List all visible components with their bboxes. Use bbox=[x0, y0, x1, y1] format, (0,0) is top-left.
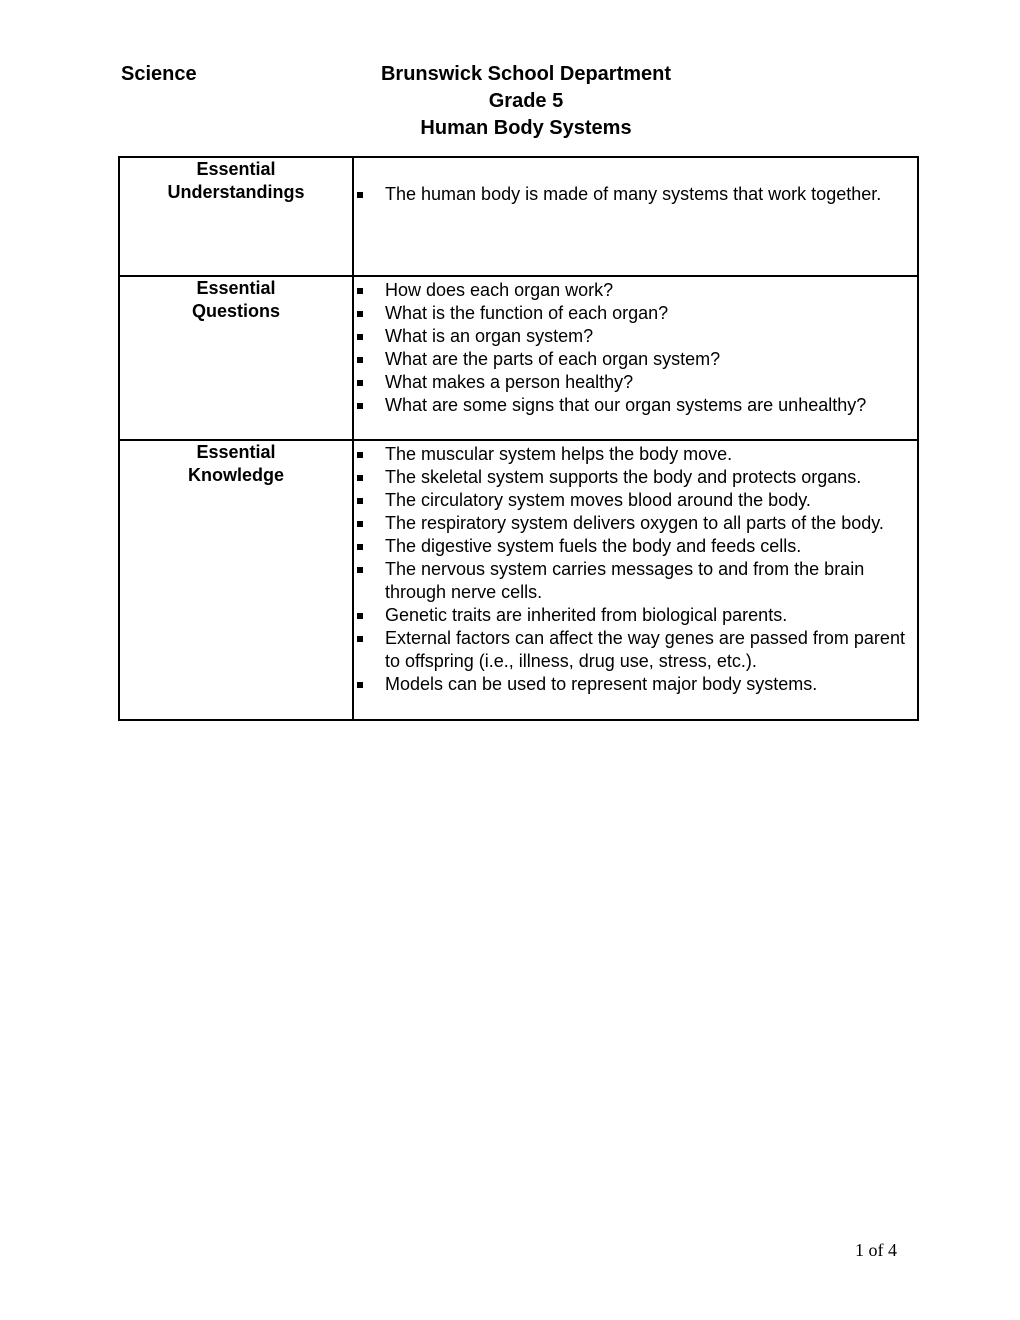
list-item-text: The nervous system carries messages to and from the brain through nerve cells. bbox=[385, 559, 865, 602]
list-item bbox=[354, 489, 917, 512]
unit-title: Human Body Systems bbox=[420, 117, 632, 139]
list-item-text: Models can be used to represent major body systems. bbox=[385, 674, 818, 694]
square-bullet-icon bbox=[357, 380, 363, 386]
curriculum-table bbox=[118, 156, 919, 721]
square-bullet-icon bbox=[357, 452, 363, 458]
square-bullet-icon bbox=[357, 288, 363, 294]
square-bullet-icon bbox=[357, 334, 363, 340]
list-item bbox=[354, 535, 917, 558]
square-bullet-icon bbox=[357, 636, 363, 642]
list-item bbox=[354, 325, 917, 348]
questions-label-line2: Questions bbox=[191, 301, 280, 321]
list-item bbox=[354, 394, 917, 417]
questions-label bbox=[119, 276, 353, 440]
list-item bbox=[354, 627, 917, 673]
subject-heading: Science bbox=[121, 63, 197, 85]
list-item-text: What is the function of each organ? bbox=[385, 303, 669, 323]
understandings-label-line1: Essential bbox=[196, 159, 276, 179]
list-item bbox=[354, 604, 917, 627]
list-item-text: The skeletal system supports the body and protects organs. bbox=[385, 467, 862, 487]
square-bullet-icon bbox=[357, 475, 363, 481]
square-bullet-icon bbox=[357, 192, 363, 198]
list-item-text: Genetic traits are inherited from biological parents. bbox=[385, 605, 788, 625]
list-item bbox=[354, 443, 917, 466]
knowledge-row bbox=[119, 440, 918, 720]
square-bullet-icon bbox=[357, 613, 363, 619]
page-number: 1 of 4 bbox=[855, 1240, 897, 1260]
list-item-text: The circulatory system moves blood around the body. bbox=[385, 490, 811, 510]
list-item-text: What makes a person healthy? bbox=[385, 372, 634, 392]
list-item bbox=[354, 371, 917, 394]
square-bullet-icon bbox=[357, 357, 363, 363]
list-item-text: The muscular system helps the body move. bbox=[385, 444, 733, 464]
list-item-text: How does each organ work? bbox=[385, 280, 614, 300]
list-item-text: The human body is made of many systems that work together. bbox=[385, 184, 882, 204]
knowledge-label-line2: Knowledge bbox=[187, 465, 284, 485]
list-item bbox=[354, 558, 917, 604]
list-item-text: The digestive system fuels the body and feeds cells. bbox=[385, 536, 802, 556]
list-item bbox=[354, 302, 917, 325]
department-heading: Brunswick School Department bbox=[380, 63, 672, 85]
square-bullet-icon bbox=[357, 521, 363, 527]
square-bullet-icon bbox=[357, 311, 363, 317]
square-bullet-icon bbox=[357, 498, 363, 504]
knowledge-label-line1: Essential bbox=[196, 442, 276, 462]
understandings-label bbox=[119, 157, 353, 276]
list-item bbox=[354, 466, 917, 489]
questions-row bbox=[119, 276, 918, 440]
list-item-text: What is an organ system? bbox=[385, 326, 594, 346]
questions-list bbox=[354, 279, 917, 417]
understandings-row bbox=[119, 157, 918, 276]
questions-content bbox=[353, 276, 918, 440]
square-bullet-icon bbox=[357, 682, 363, 688]
understandings-content bbox=[353, 157, 918, 276]
knowledge-content bbox=[353, 440, 918, 720]
list-item bbox=[354, 183, 917, 206]
list-item-text: What are the parts of each organ system? bbox=[385, 349, 721, 369]
list-item-text: The respiratory system delivers oxygen to all parts of the body. bbox=[385, 513, 884, 533]
knowledge-label bbox=[119, 440, 353, 720]
list-item-text: External factors can affect the way genes are passed from parent to offspring (i.e., illness, drug use, stress, etc.). bbox=[385, 628, 905, 671]
square-bullet-icon bbox=[357, 403, 363, 409]
list-item bbox=[354, 512, 917, 535]
list-item-text: What are some signs that our organ systems are unhealthy? bbox=[385, 395, 867, 415]
understandings-list bbox=[354, 183, 917, 206]
square-bullet-icon bbox=[357, 567, 363, 573]
grade-heading: Grade 5 bbox=[488, 90, 564, 112]
square-bullet-icon bbox=[357, 544, 363, 550]
list-item bbox=[354, 279, 917, 302]
list-item bbox=[354, 673, 917, 696]
list-item bbox=[354, 348, 917, 371]
questions-label-line1: Essential bbox=[196, 278, 276, 298]
understandings-label-line2: Understandings bbox=[167, 182, 305, 202]
knowledge-list bbox=[354, 443, 917, 696]
